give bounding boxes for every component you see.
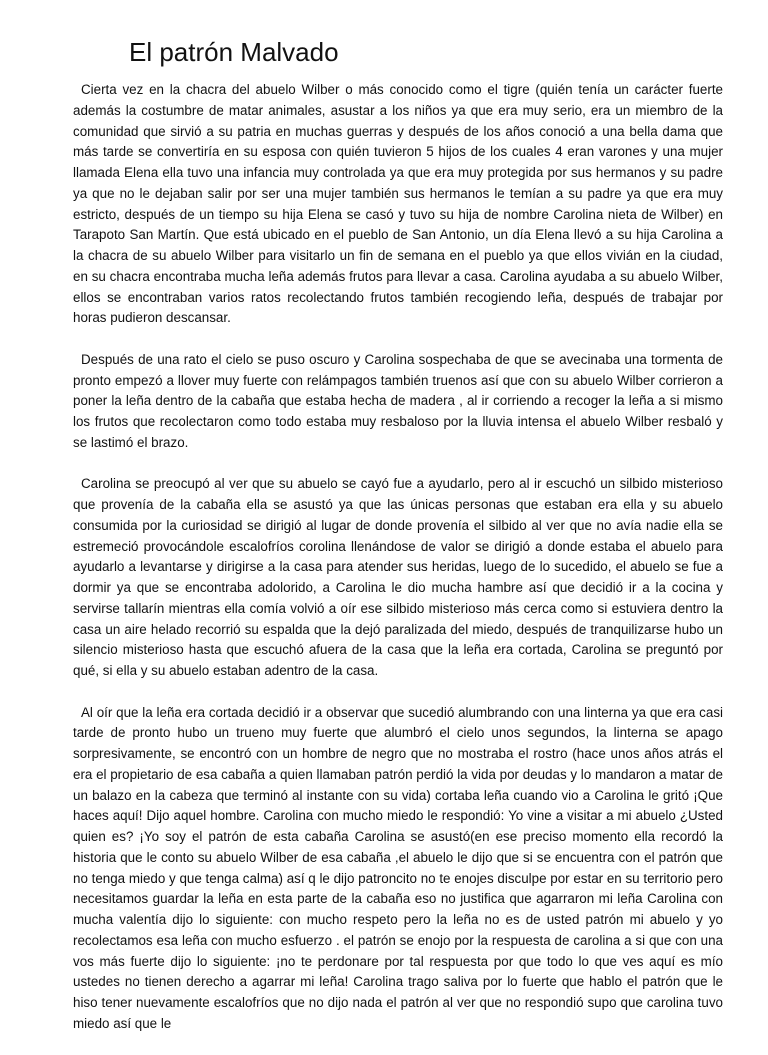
document-body [73,80,723,1055]
paragraph-3: Carolina se preocupó al ver que su abuelo se cayó fue a ayudarlo, pero al ir escuchó un silbido misterioso que provenía de la cabaña ella se asustó ya que las únicas personas que estaban era ella y su abuelo consumida por la curiosidad se dirigió al lugar de donde provenía el silbido al ver que no avía nadie ella se estremeció provocándole escalofríos corolina llenándose de valor se dirigió a donde estaba el abuelo para ayudarlo a levantarse y dirigirse a la casa para atender sus heridas, luego de lo sucedido, el abuelo se fue a dormir ya que se encontraba adolorido, a Carolina le dio mucha hambre así que decidió ir a la cocina y servirse tallarín mientras ella comía volvió a oír ese silbido misterioso más cerca como si estuviera dentro la casa un aire helado recorrió su espalda que la dejó paralizada del miedo, después de tranquilizarse hubo un silencio misterioso hasta que escuchó afuera de la casa que la leña era cortada, Carolina se preguntó por qué, si ella y su abuelo estaban adentro de la casa. [73,476,723,678]
paragraph-2: Después de una rato el cielo se puso oscuro y Carolina sospechaba de que se avecinaba una tormenta de pronto empezó a llover muy fuerte con relámpagos también truenos así que con su abuelo Wilber corrieron a poner la leña dentro de la cabaña que estaba hecha de madera , al ir corriendo a recoger la leña a si mismo los frutos que recolectaron como todo estaba muy resbaloso por la lluvia intensa el abuelo Wilber resbaló y se lastimó el brazo. [73,351,723,450]
paragraph-4: Al oír que la leña era cortada decidió ir a observar que sucedió alumbrando con una linterna ya que era casi tarde de pronto hubo un trueno muy fuerte que alumbró el cielo unos segundos, la linterna se apago sorpresivamente, se encontró con un hombre de negro que no mostraba el rostro (hace unos años atrás el era el propietario de esa cabaña a quien llamaban patrón perdió la vida por deudas y lo mandaron a matar de un balazo en la cabeza que terminó al instante con su vida) cortaba leña cuando vio a Carolina le gritó ¡Que haces aquí! Dijo aquel hombre. Carolina con mucho miedo le respondió: Yo vine a visitar a mi abuelo ¿Usted quien es? ¡Yo soy el patrón de esta cabaña Carolina se asustó(en ese preciso momento ella recordó la historia que le conto su abuelo Wilber de esa cabaña ,el abuelo le dijo que si se encuentra con el patrón que no tenga miedo y que tenga calma) así q le dijo patroncito no te enojes disculpe por estar en su territorio pero necesitamos guardar la leña en esta parte de la cabaña eso no justifica que agarraron mi leña Carolina con mucha valentía dijo lo siguiente: con mucho respeto pero la leña no es de usted patrón mi abuelo y yo recolectamos esa leña con mucho esfuerzo . el patrón se enojo por la respuesta de carolina a si que con una vos más fuerte dijo lo siguiente: ¡no te perdonare por tal respuesta por que todo lo que ves aquí es mío ustedes no tienen derecho a agarrar mi leña! Carolina trago saliva por lo fuerte que hablo el patrón que le hiso tener nuevamente escalofríos que no dijo nada el patrón al ver que no respondió supo que carolina tuvo miedo así que le [73,704,723,1031]
paragraph-1: Cierta vez en la chacra del abuelo Wilber o más conocido como el tigre (quién tenía un carácter fuerte además la costumbre de matar animales, asustar a los niños ya que era muy serio, era un miembro de la comunidad que sirvió a su patria en muchas guerras y después de los años conoció a una bella dama que más tarde se convertiría en su esposa con quién tuvieron 5 hijos de los cuales 4 eran varones y una mujer llamada Elena ella tuvo una infancia muy controlada ya que era muy protegida por sus hermanos y su padre ya que no le dejaban salir por ser una mujer también sus hermanos le temían a su padre ya que era muy estricto, después de un tiempo su hija Elena se casó y tuvo su hija de nombre Carolina nieta de Wilber) en Tarapoto San Martín. Que está ubicado en el pueblo de San Antonio, un día Elena llevó a su hija Carolina a la chacra de su abuelo Wilber para visitarlo un fin de semana en el pueblo ya que ellos vivián en la ciudad, en su chacra encontraba mucha leña además frutos para llevar a casa. Carolina ayudaba a su abuelo Wilber, ellos se encontraban varios ratos recolectando frutos también recogiendo leña, después de trabajar por horas pudieron descansar. [73,82,723,326]
document-title: El patrón Malvado [129,37,339,67]
